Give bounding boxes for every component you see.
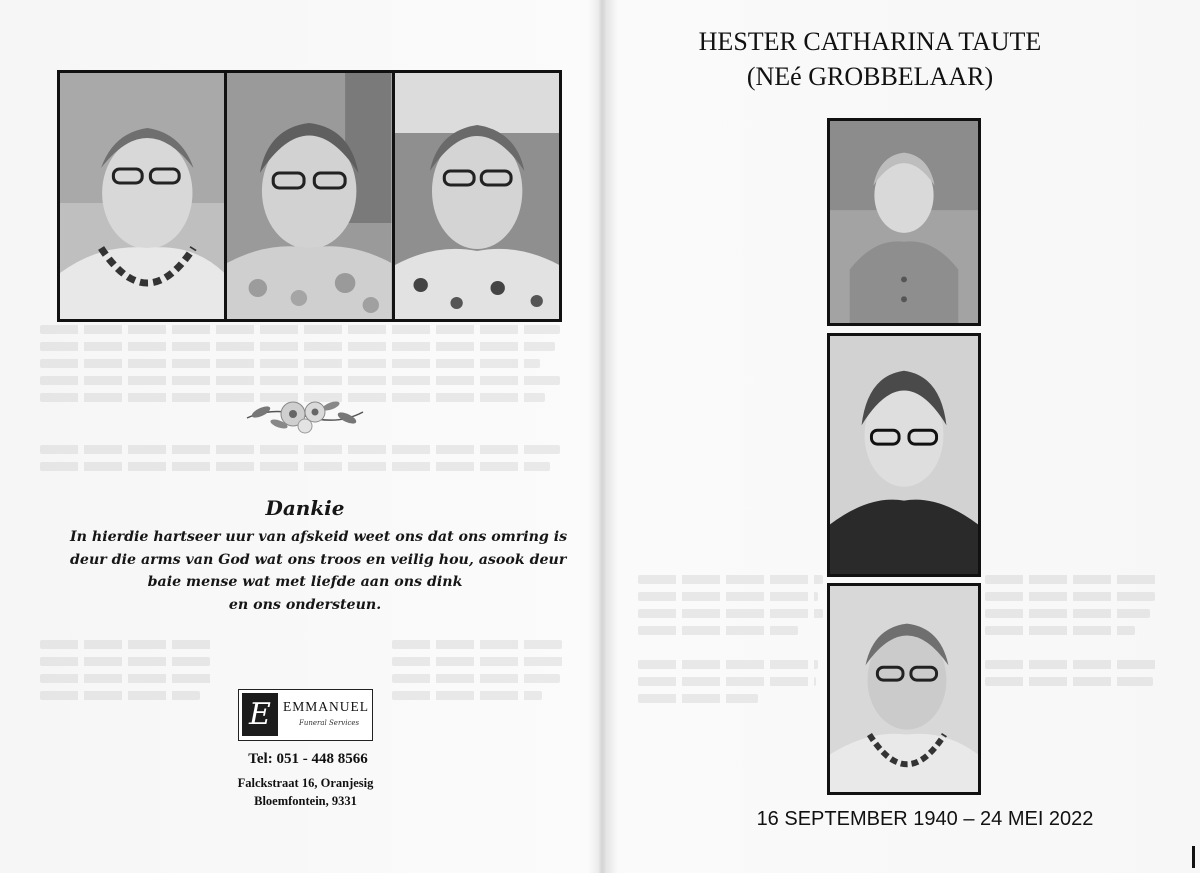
address-line: Bloemfontein, 9331 <box>254 794 357 808</box>
life-dates: 16 SEPTEMBER 1940 – 24 MEI 2022 <box>756 808 1094 830</box>
young-woman-photo <box>827 333 981 577</box>
logo-name: EMMANUEL <box>283 699 369 714</box>
funeral-home-logo <box>238 689 373 741</box>
elderly-portrait-photo <box>827 583 981 795</box>
center-fold <box>598 0 606 873</box>
portrait-photo-2 <box>227 73 391 319</box>
deceased-name: HESTER CATHARINA TAUTE <box>698 27 1042 56</box>
thanks-title: Dankie <box>265 496 345 520</box>
scan-edge-mark <box>1192 846 1195 868</box>
thanks-line: en ons ondersteun. <box>228 596 382 613</box>
bleed-through-left-bottom <box>40 640 220 708</box>
thanks-line: In hierdie hartseer uur van afskeid weet ons dat ons omring is <box>70 529 568 545</box>
portrait-photo-1 <box>60 73 224 319</box>
address-line: Falckstraat 16, Oranjesig <box>237 776 374 790</box>
phone-number: Tel: 051 - 448 8566 <box>248 751 368 767</box>
thanks-message <box>70 526 568 616</box>
bleed-through-right <box>638 575 828 711</box>
flower-ornament-icon <box>243 388 367 440</box>
logo-mark: E <box>242 693 278 736</box>
address <box>218 774 393 810</box>
photo-strip <box>57 70 562 322</box>
thanks-line: deur die arms van God wat ons troos en veilig hou, asook deur <box>70 551 567 568</box>
thanks-line: baie mense wat met liefde aan ons dink <box>147 574 463 590</box>
bleed-through-right-2 <box>985 575 1165 694</box>
maiden-name: (NEé GROBBELAAR) <box>746 62 994 91</box>
portrait-photo-3 <box>395 73 559 319</box>
childhood-photo <box>827 118 981 326</box>
bleed-through-left-bottom-right <box>392 640 567 708</box>
logo-subtitle: Funeral Services <box>299 719 360 727</box>
